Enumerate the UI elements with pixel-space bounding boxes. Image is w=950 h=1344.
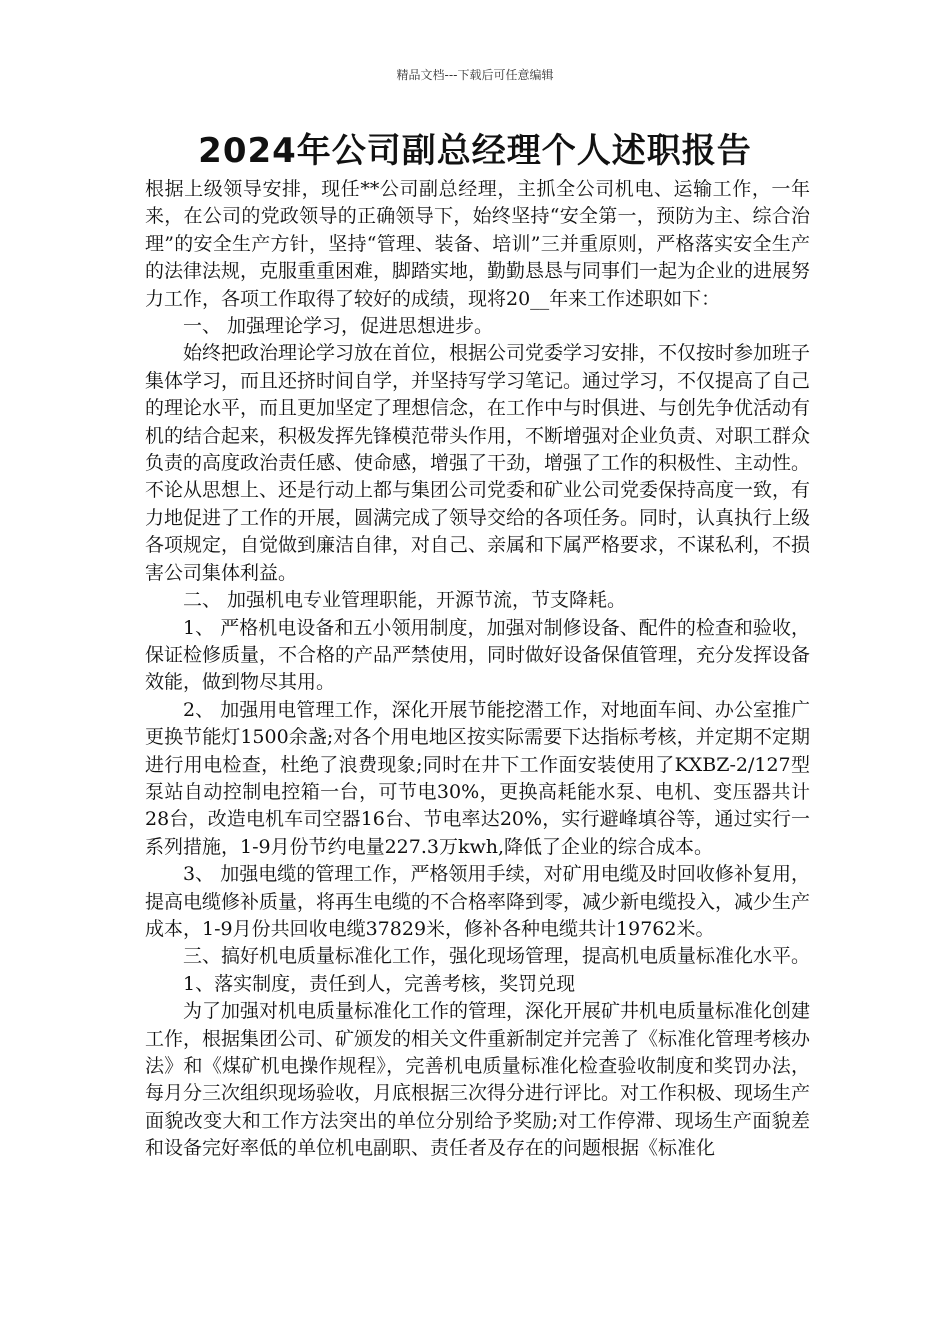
paragraph-item-2: 2、 加强用电管理工作，深化开展节能挖潜工作，对地面车间、办公室推广更换节能灯1500余盏;对各个用电地区按实际需要下达指标考核，并定期不定期进行用电检查，杜绝了浪费现象;同时在井下工作面安装使用了KXBZ-2/127型泵站自动控制电控箱一台，可节电30%，更换高耗能水泵、电机、变压器共计28台，改造电机车司空器16台、节电率达20%，实行避峰填谷等，通过实行一系列措施，1-9月份节约电量227.3万kwh,降低了企业的综合成本。 xyxy=(145,698,810,858)
subheading-3-1: 1、落实制度，责任到人，完善考核，奖罚兑现 xyxy=(183,972,576,995)
paragraph-intro: 根据上级领导安排，现任**公司副总经理，主抓全公司机电、运输工作，一年来，在公司的党政领导的正确领导下，始终坚持“安全第一，预防为主、综合治理”的安全生产方针，坚持“管理、装备、培训”三并重原则，严格落实安全生产的法律法规，克服重重困难，脚踏实地，勤勤恳恳与同事们一起为企业的进展努力工作，各项工作取得了较好的成绩，现将20__年来工作述职如下： xyxy=(145,178,811,310)
section-heading-1: 一、 加强理论学习，促进思想进步。 xyxy=(183,315,494,338)
paragraph-section-1: 始终把政治理论学习放在首位，根据公司党委学习安排，不仅按时参加班子集体学习，而且还挤时间自学，并坚持写学习笔记。通过学习，不仅提高了自己的理论水平，而且更加坚定了理想信念，在工作中与时俱进、与创先争优活动有机的结合起来，积极发挥先锋模范带头作用，不断增强对企业负责、对职工群众负责的高度政治责任感、使命感，增强了干劲，增强了工作的积极性、主动性。不论从思想上、还是行动上都与集团公司党委和矿业公司党委保持高度一致，有力地促进了工作的开展，圆满完成了领导交给的各项任务。同时，认真执行上级各项规定，自觉做到廉洁自律，对自己、亲属和下属严格要求，不谋私利，不损害公司集体利益。 xyxy=(145,342,811,584)
header-note: 精品文档---下载后可任意编辑 xyxy=(396,68,554,82)
section-heading-2: 二、 加强机电专业管理职能，开源节流，节支降耗。 xyxy=(183,589,627,612)
paragraph-section-3: 为了加强对机电质量标准化工作的管理，深化开展矿井机电质量标准化创建工作，根据集团公司、矿颁发的相关文件重新制定并完善了《标准化管理考核办法》和《煤矿机电操作规程》，完善机电质量标准化检查验收制度和奖罚办法，每月分三次组织现场验收，月底根据三次得分进行评比。对工作积极、现场生产面貌改变大和工作方法突出的单位分别给予奖励;对工作停滞、现场生产面貌差和设备完好率低的单位机电副职、责任者及存在的问题根据《标准化 xyxy=(145,1000,811,1160)
paragraph-item-1: 1、 严格机电设备和五小领用制度，加强对制修设备、配件的检查和验收，保证检修质量，不合格的产品严禁使用，同时做好设备保值管理，充分发挥设备效能，做到物尽其用。 xyxy=(145,616,811,694)
paragraph-item-3: 3、 加强电缆的管理工作，严格领用手续，对矿用电缆及时回收修补复用，提高电缆修补质量，将再生电缆的不合格率降到零，减少新电缆投入，减少生产成本，1-9月份共回收电缆37829米，修补各种电缆共计19762米。 xyxy=(145,863,811,940)
document-body xyxy=(145,176,810,1163)
page-title: 2024年公司副总经理个人述职报告 xyxy=(198,131,752,171)
section-heading-3: 三、搞好机电质量标准化工作，强化现场管理，提高机电质量标准化水平。 xyxy=(183,945,811,968)
